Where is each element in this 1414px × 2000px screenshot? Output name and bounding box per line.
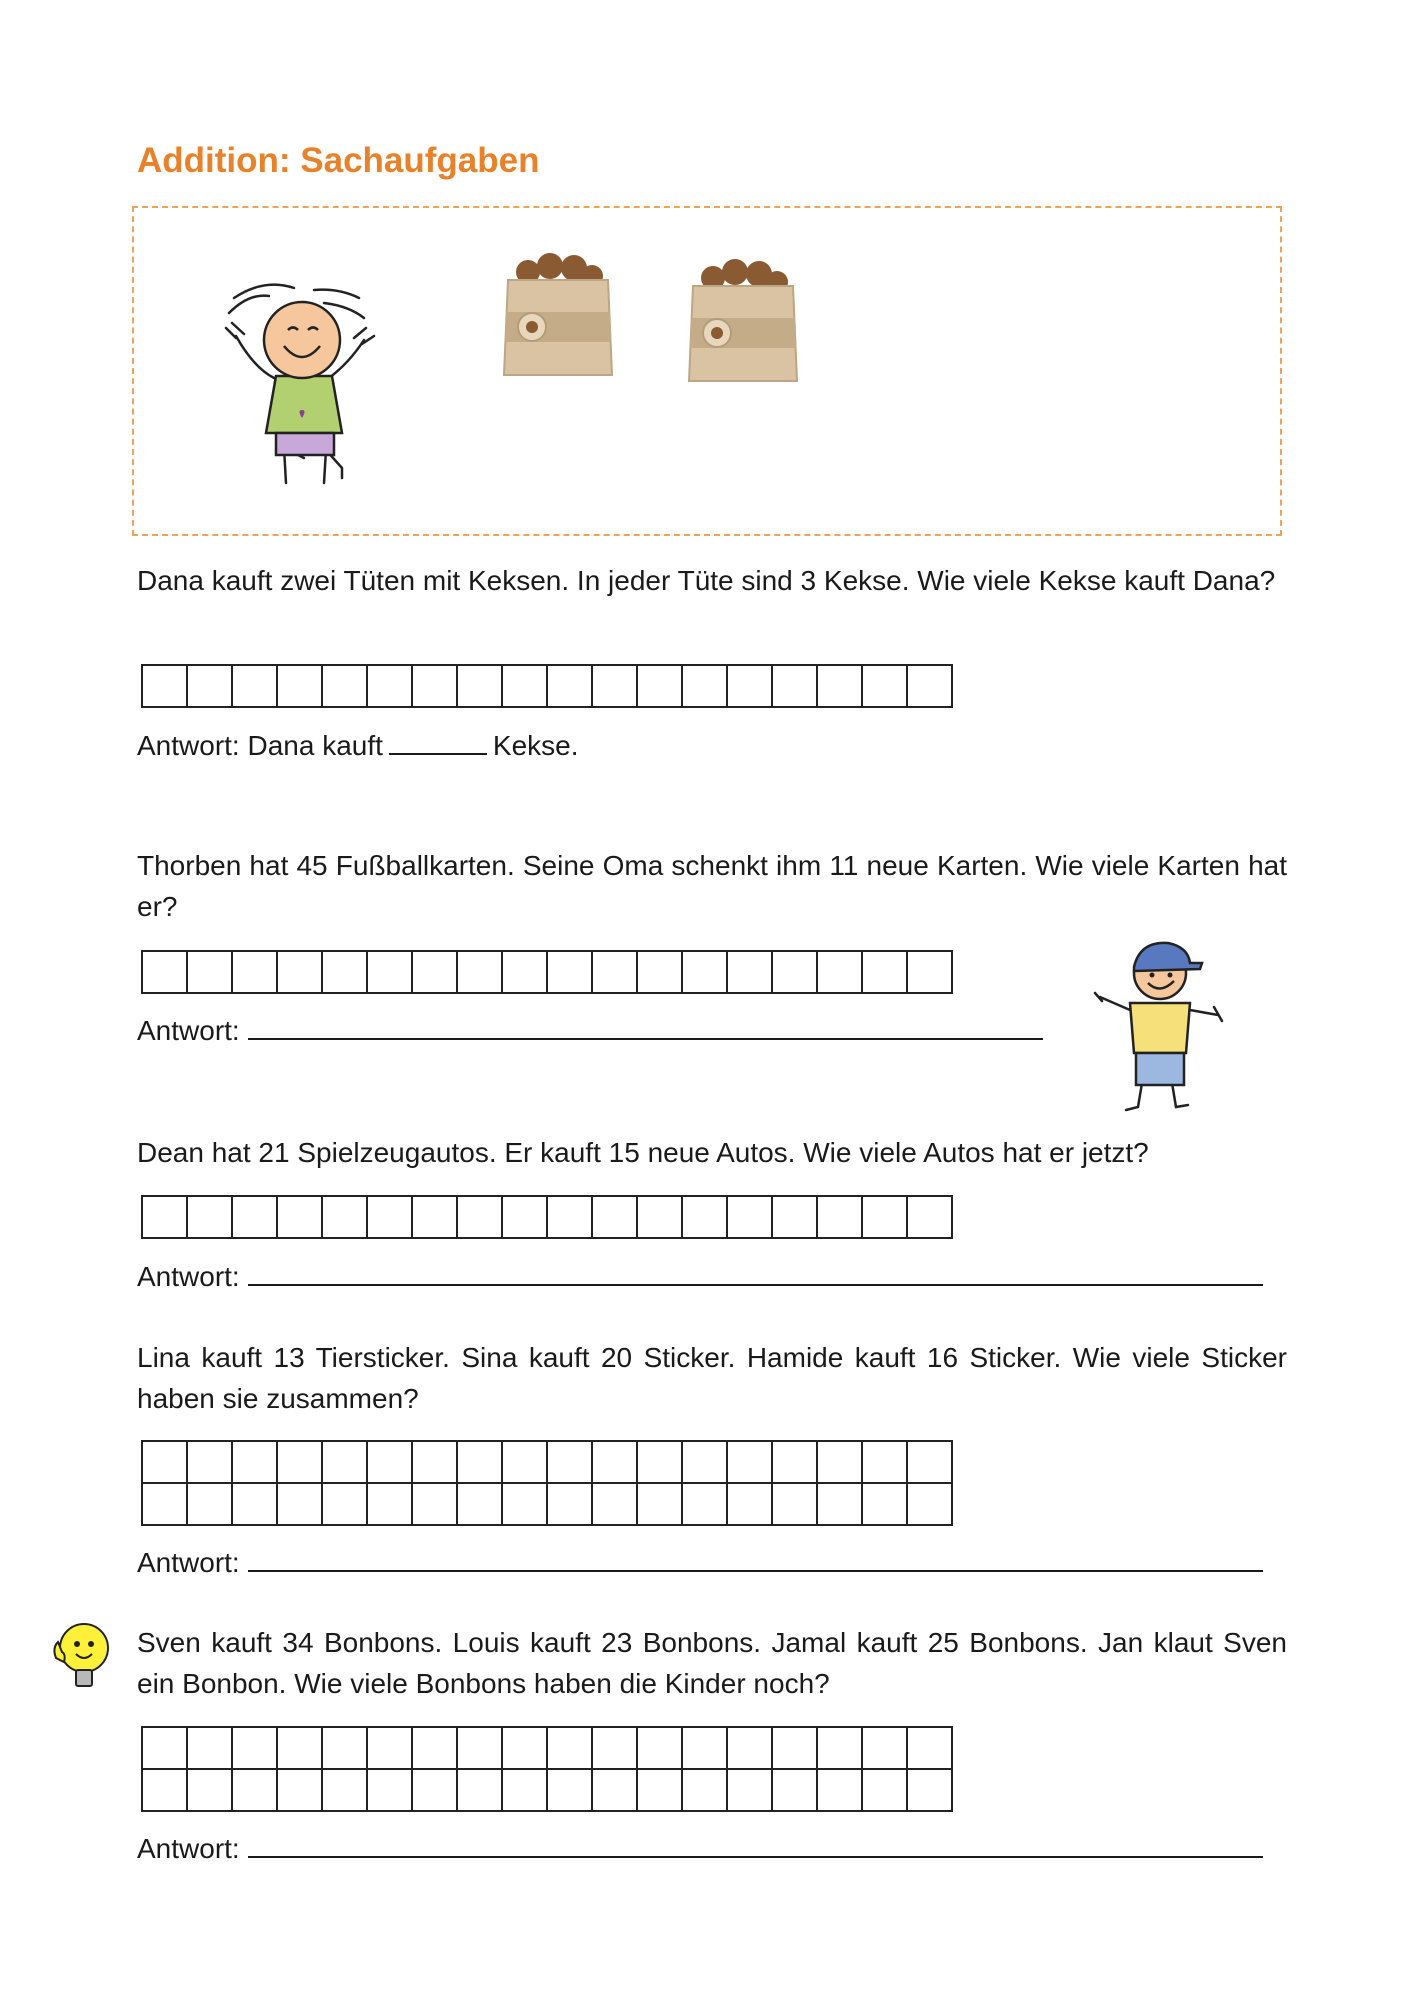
grid-cell[interactable]	[908, 1770, 953, 1812]
grid-cell[interactable]	[413, 1770, 458, 1812]
grid-cell[interactable]	[683, 1442, 728, 1484]
grid-cell[interactable]	[413, 1484, 458, 1526]
grid-cell[interactable]	[323, 1484, 368, 1526]
grid-cell[interactable]	[593, 952, 638, 994]
answer-prefix: Antwort:	[137, 1015, 240, 1046]
grid-cell[interactable]	[638, 1770, 683, 1812]
grid-cell[interactable]	[863, 1728, 908, 1770]
grid-cell[interactable]	[368, 1442, 413, 1484]
grid-cell[interactable]	[323, 1442, 368, 1484]
grid-cell[interactable]	[818, 1442, 863, 1484]
grid-cell[interactable]	[773, 1197, 818, 1239]
grid-cell[interactable]	[188, 1442, 233, 1484]
lightbulb-icon	[48, 1618, 114, 1698]
grid-cell[interactable]	[728, 952, 773, 994]
calc-grid-1[interactable]	[141, 664, 953, 708]
grid-cell[interactable]	[143, 1484, 188, 1526]
grid-cell[interactable]	[908, 1197, 953, 1239]
grid-cell[interactable]	[143, 666, 188, 708]
answer-line-3[interactable]	[137, 1256, 1263, 1297]
grid-cell[interactable]	[323, 1770, 368, 1812]
grid-cell[interactable]	[548, 952, 593, 994]
grid-cell[interactable]	[503, 1442, 548, 1484]
grid-cell[interactable]	[458, 1197, 503, 1239]
grid-cell[interactable]	[683, 952, 728, 994]
grid-cell[interactable]	[908, 666, 953, 708]
grid-cell[interactable]	[278, 1442, 323, 1484]
question-3: Dean hat 21 Spielzeugautos. Er kauft 15 neue Autos. Wie viele Autos hat er jetzt?	[137, 1137, 1149, 1168]
grid-cell[interactable]	[233, 1197, 278, 1239]
grid-cell[interactable]	[278, 1770, 323, 1812]
grid-cell[interactable]	[368, 1484, 413, 1526]
grid-cell[interactable]	[503, 952, 548, 994]
answer-suffix: Kekse.	[492, 730, 579, 761]
answer-prefix: Antwort: Dana kauft	[137, 730, 383, 761]
grid-cell[interactable]	[458, 1770, 503, 1812]
grid-cell[interactable]	[638, 666, 683, 708]
picture-box	[132, 206, 1282, 536]
grid-cell[interactable]	[863, 1197, 908, 1239]
grid-cell[interactable]	[908, 1484, 953, 1526]
grid-cell[interactable]	[818, 952, 863, 994]
grid-cell[interactable]	[233, 1770, 278, 1812]
grid-cell[interactable]	[413, 952, 458, 994]
grid-cell[interactable]	[503, 1197, 548, 1239]
grid-cell[interactable]	[458, 1442, 503, 1484]
grid-cell[interactable]	[503, 1484, 548, 1526]
grid-cell[interactable]	[818, 1770, 863, 1812]
grid-cell[interactable]	[818, 1484, 863, 1526]
grid-cell[interactable]	[503, 1728, 548, 1770]
grid-cell[interactable]	[728, 1728, 773, 1770]
grid-cell[interactable]	[323, 952, 368, 994]
grid-cell[interactable]	[233, 952, 278, 994]
grid-cell[interactable]	[188, 1728, 233, 1770]
grid-cell[interactable]	[188, 952, 233, 994]
grid-cell[interactable]	[368, 666, 413, 708]
answer-blank[interactable]	[248, 1544, 1263, 1572]
grid-cell[interactable]	[143, 1442, 188, 1484]
cookie-bag-icon	[683, 256, 803, 396]
grid-cell[interactable]	[728, 666, 773, 708]
grid-cell[interactable]	[683, 666, 728, 708]
answer-blank[interactable]	[389, 727, 487, 755]
answer-line-2[interactable]	[137, 1010, 1043, 1051]
grid-cell[interactable]	[413, 666, 458, 708]
grid-cell[interactable]	[818, 1728, 863, 1770]
grid-cell[interactable]	[143, 1770, 188, 1812]
grid-cell[interactable]	[593, 1770, 638, 1812]
grid-cell[interactable]	[413, 1197, 458, 1239]
grid-cell[interactable]	[593, 1197, 638, 1239]
grid-cell[interactable]	[773, 1728, 818, 1770]
grid-cell[interactable]	[458, 1484, 503, 1526]
grid-cell[interactable]	[233, 1484, 278, 1526]
grid-cell[interactable]	[728, 1770, 773, 1812]
grid-cell[interactable]	[143, 1197, 188, 1239]
grid-cell[interactable]	[638, 1484, 683, 1526]
answer-line-5[interactable]	[137, 1828, 1263, 1869]
calc-grid-5[interactable]	[141, 1726, 953, 1812]
grid-cell[interactable]	[143, 952, 188, 994]
grid-cell[interactable]	[638, 1197, 683, 1239]
grid-cell[interactable]	[323, 666, 368, 708]
grid-cell[interactable]	[278, 952, 323, 994]
grid-cell[interactable]	[548, 1484, 593, 1526]
grid-cell[interactable]	[818, 1197, 863, 1239]
grid-cell[interactable]	[278, 666, 323, 708]
grid-cell[interactable]	[818, 666, 863, 708]
grid-cell[interactable]	[368, 1728, 413, 1770]
grid-cell[interactable]	[683, 1197, 728, 1239]
girl-icon	[214, 268, 394, 488]
grid-cell[interactable]	[188, 1197, 233, 1239]
grid-cell[interactable]	[908, 952, 953, 994]
calc-grid-2[interactable]	[141, 950, 953, 994]
grid-cell[interactable]	[863, 666, 908, 708]
grid-cell[interactable]	[368, 952, 413, 994]
grid-cell[interactable]	[503, 1770, 548, 1812]
grid-cell[interactable]	[638, 952, 683, 994]
boy-icon	[1090, 935, 1230, 1115]
grid-cell[interactable]	[863, 1442, 908, 1484]
grid-cell[interactable]	[593, 1728, 638, 1770]
grid-cell[interactable]	[773, 1442, 818, 1484]
grid-cell[interactable]	[683, 1484, 728, 1526]
grid-cell[interactable]	[548, 1442, 593, 1484]
grid-cell[interactable]	[458, 666, 503, 708]
question-5: Sven kauft 34 Bonbons. Louis kauft 23 Bonbons. Jamal kauft 25 Bonbons. Jan klaut Sven ein Bonbon. Wie viele Bonbons haben die Kinder noch?	[137, 1627, 1287, 1699]
grid-cell[interactable]	[773, 1770, 818, 1812]
grid-cell[interactable]	[683, 1770, 728, 1812]
grid-cell[interactable]	[233, 1728, 278, 1770]
grid-cell[interactable]	[593, 666, 638, 708]
grid-cell[interactable]	[908, 1728, 953, 1770]
grid-cell[interactable]	[188, 666, 233, 708]
grid-cell[interactable]	[368, 1197, 413, 1239]
grid-cell[interactable]	[863, 1484, 908, 1526]
grid-cell[interactable]	[548, 1197, 593, 1239]
page-title: Addition: Sachaufgaben	[137, 141, 540, 180]
grid-cell[interactable]	[233, 666, 278, 708]
grid-cell[interactable]	[143, 1728, 188, 1770]
grid-cell[interactable]	[278, 1728, 323, 1770]
cookie-bag-icon	[498, 250, 618, 390]
grid-cell[interactable]	[593, 1484, 638, 1526]
grid-cell[interactable]	[548, 1770, 593, 1812]
grid-cell[interactable]	[773, 1484, 818, 1526]
answer-line-4[interactable]	[137, 1542, 1263, 1583]
answer-blank[interactable]	[248, 1258, 1263, 1286]
grid-cell[interactable]	[683, 1728, 728, 1770]
answer-line-1[interactable]	[137, 725, 579, 766]
grid-cell[interactable]	[593, 1442, 638, 1484]
grid-cell[interactable]	[188, 1484, 233, 1526]
grid-cell[interactable]	[773, 666, 818, 708]
grid-cell[interactable]	[773, 952, 818, 994]
grid-cell[interactable]	[233, 1442, 278, 1484]
answer-prefix: Antwort:	[137, 1833, 240, 1864]
answer-prefix: Antwort:	[137, 1547, 240, 1578]
grid-cell[interactable]	[413, 1728, 458, 1770]
grid-cell[interactable]	[278, 1484, 323, 1526]
grid-cell[interactable]	[278, 1197, 323, 1239]
grid-cell[interactable]	[548, 1728, 593, 1770]
grid-cell[interactable]	[728, 1484, 773, 1526]
grid-cell[interactable]	[728, 1442, 773, 1484]
answer-blank[interactable]	[248, 1830, 1263, 1858]
grid-cell[interactable]	[638, 1442, 683, 1484]
grid-cell[interactable]	[863, 952, 908, 994]
grid-cell[interactable]	[728, 1197, 773, 1239]
grid-cell[interactable]	[368, 1770, 413, 1812]
grid-cell[interactable]	[503, 666, 548, 708]
grid-cell[interactable]	[863, 1770, 908, 1812]
question-4: Lina kauft 13 Tiersticker. Sina kauft 20 Sticker. Hamide kauft 16 Sticker. Wie viele Sticker haben sie zusammen?	[137, 1342, 1287, 1414]
answer-blank[interactable]	[248, 1012, 1043, 1040]
question-2: Thorben hat 45 Fußballkarten. Seine Oma schenkt ihm 11 neue Karten. Wie viele Karten hat er?	[137, 850, 1287, 922]
grid-cell[interactable]	[458, 1728, 503, 1770]
answer-prefix: Antwort:	[137, 1261, 240, 1292]
question-1: Dana kauft zwei Tüten mit Keksen. In jeder Tüte sind 3 Kekse. Wie viele Kekse kauft Dana?	[137, 565, 1276, 596]
grid-cell[interactable]	[458, 952, 503, 994]
grid-cell[interactable]	[638, 1728, 683, 1770]
grid-cell[interactable]	[908, 1442, 953, 1484]
grid-cell[interactable]	[548, 666, 593, 708]
grid-cell[interactable]	[188, 1770, 233, 1812]
calc-grid-3[interactable]	[141, 1195, 953, 1239]
grid-cell[interactable]	[323, 1197, 368, 1239]
calc-grid-4[interactable]	[141, 1440, 953, 1526]
grid-cell[interactable]	[323, 1728, 368, 1770]
grid-cell[interactable]	[413, 1442, 458, 1484]
